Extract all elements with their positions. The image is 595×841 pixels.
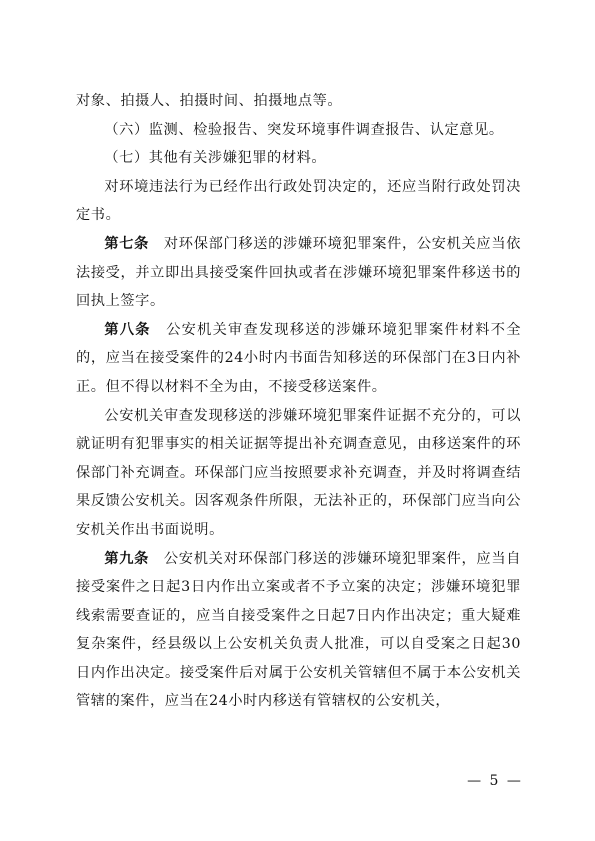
article-heading: 第八条: [104, 321, 151, 338]
paragraph-text: 对象、拍摄人、拍摄时间、拍摄地点等。: [76, 93, 343, 109]
article-text: 公安机关审查发现移送的涉嫌环境犯罪案件材料不全的，应当在接受案件的24小时内书面告知移送的环保部门在3日内补正。但不得以材料不全为由，不接受移送案件。: [76, 321, 521, 395]
article-9: [76, 545, 521, 717]
paragraph-penalty-decision: [76, 173, 521, 230]
article-text: 对环保部门移送的涉嫌环境犯罪案件，公安机关应当依法接受，并立即出具接受案件回执或者在涉嫌环境犯罪案件移送书的回执上签字。: [76, 235, 521, 310]
paragraph-text: 对环境违法行为已经作出行政处罚决定的，还应当附行政处罚决定书。: [76, 178, 521, 224]
paragraph-text: （六）监测、检验报告、突发环境事件调查报告、认定意见。: [104, 121, 504, 138]
article-heading: 第九条: [104, 550, 150, 567]
article-7: [76, 230, 521, 316]
paragraph-photo-info: [76, 87, 521, 116]
article-text: 公安机关对环保部门移送的涉嫌环境犯罪案件，应当自接受案件之日起3日内作出立案或者不予立案的决定；涉嫌环境犯罪线索需要查证的，应当自接受案件之日起7日内作出决定；重大疑难复杂案件，经县级以上公安机关负责人批准，可以自受案之日起30日内作出决定。接受案件后对属于公安机关管辖但不属于本公安机关管辖的案件，应当在24小时内移送有管辖权的公安机关，: [76, 550, 521, 710]
paragraph-insufficient-evidence: [76, 402, 521, 545]
paragraph-item-6: [76, 116, 521, 145]
paragraph-text: 公安机关审查发现移送的涉嫌环境犯罪案件证据不充分的，可以就证明有犯罪事实的相关证据等提出补充调查意见，由移送案件的环保部门补充调查。环保部门应当按照要求补充调查，并及时将调查结果反馈公安机关。因客观条件所限，无法补正的，环保部门应当向公安机关作出书面说明。: [76, 407, 521, 538]
page-number: — 5 —: [467, 773, 523, 789]
document-body: [76, 87, 521, 716]
article-8: [76, 316, 521, 402]
paragraph-text: （七）其他有关涉嫌犯罪的材料。: [104, 150, 327, 167]
paragraph-item-7: [76, 144, 521, 173]
article-heading: 第七条: [104, 235, 150, 252]
